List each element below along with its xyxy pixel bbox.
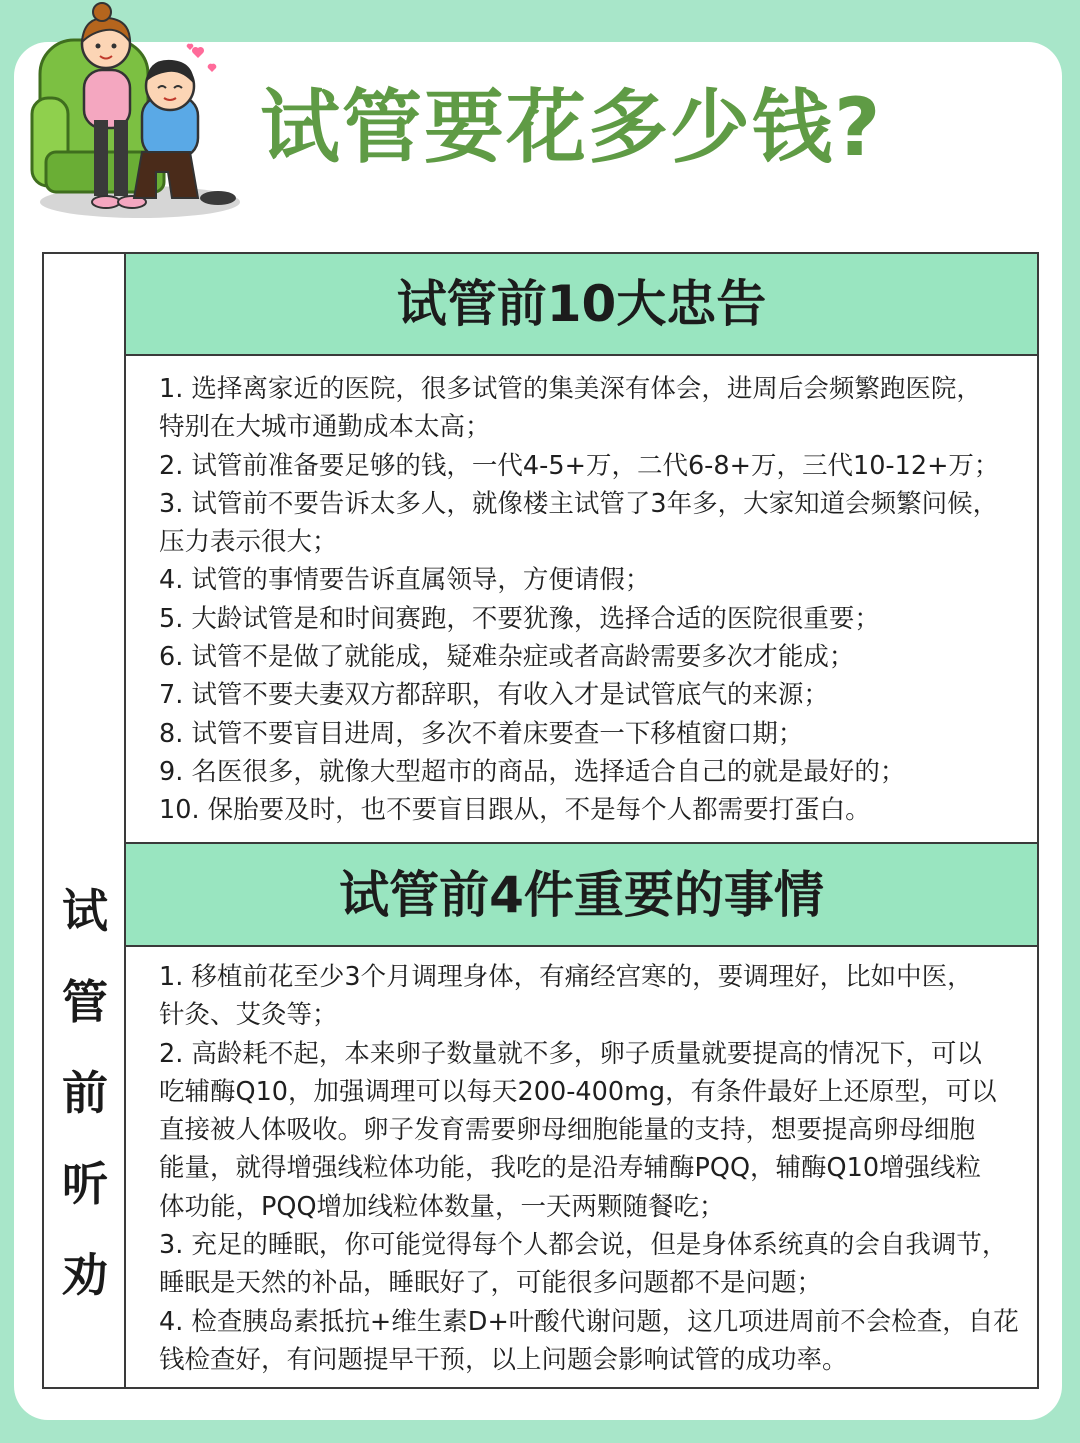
list-item: 压力表示很大； xyxy=(159,527,338,558)
list-item: 4. 检查胰岛素抵抗+维生素D+叶酸代谢问题，这几项进周前不会检查，自花 xyxy=(159,1306,1019,1337)
list-item: 3. 试管前不要告诉太多人，就像楼主试管了3年多，大家知道会频繁问候， xyxy=(159,488,999,519)
advice-list xyxy=(159,370,1019,830)
couple-illustration xyxy=(22,2,247,224)
side-column xyxy=(44,254,126,1387)
list-item: 直接被人体吸收。卵子发育需要卵母细胞能量的支持，想要提高卵母细胞 xyxy=(159,1115,976,1146)
side-label xyxy=(44,866,126,1321)
list-item: 吃辅酶Q10，加强调理可以每天200-400mg，有条件最好上还原型，可以 xyxy=(159,1076,997,1107)
list-item: 能量，就得增强线粒体功能，我吃的是沿寿辅酶PQQ，辅酶Q10增强线粒 xyxy=(159,1153,982,1184)
important-things-list xyxy=(159,958,1019,1379)
side-char: 劝 xyxy=(62,1248,108,1302)
list-item: 6. 试管不是做了就能成，疑难杂症或者高龄需要多次才能成； xyxy=(159,642,855,673)
side-char: 前 xyxy=(62,1066,108,1120)
list-item: 1. 移植前花至少3个月调理身体，有痛经宫寒的，要调理好，比如中医， xyxy=(159,962,973,992)
list-item: 1. 选择离家近的医院，很多试管的集美深有体会，进周后会频繁跑医院， xyxy=(159,374,982,404)
side-char: 试 xyxy=(62,884,108,938)
list-item: 9. 名医很多，就像大型超市的商品，选择适合自己的就是最好的； xyxy=(159,756,906,787)
list-item: 特别在大城市通勤成本太高； xyxy=(159,412,491,443)
section-heading-4-things: 试管前4件重要的事情 xyxy=(126,842,1037,947)
side-char: 听 xyxy=(62,1157,108,1211)
list-item: 8. 试管不要盲目进周，多次不着床要查一下移植窗口期； xyxy=(159,718,804,749)
list-item: 10. 保胎要及时，也不要盲目跟从，不是每个人都需要打蛋白。 xyxy=(159,795,871,826)
list-item: 5. 大龄试管是和时间赛跑，不要犹豫，选择合适的医院很重要； xyxy=(159,603,880,634)
list-item: 2. 试管前准备要足够的钱，一代4-5+万，二代6-8+万，三代10-12+万； xyxy=(159,450,1000,481)
list-item: 3. 充足的睡眠，你可能觉得每个人都会说，但是身体系统真的会自我调节， xyxy=(159,1230,1008,1261)
main-column xyxy=(126,254,1037,1387)
page-title: 试管要花多少钱? xyxy=(260,81,883,174)
list-item: 4. 试管的事情要告诉直属领导，方便请假； xyxy=(159,565,651,596)
advice-table xyxy=(42,252,1039,1389)
list-item: 7. 试管不要夫妻双方都辞职，有收入才是试管底气的来源； xyxy=(159,680,829,711)
list-item: 针灸、艾灸等； xyxy=(159,1000,338,1031)
side-char: 管 xyxy=(62,975,108,1029)
list-item: 2. 高龄耗不起，本来卵子数量就不多，卵子质量就要提高的情况下，可以 xyxy=(159,1038,982,1069)
list-item: 钱检查好，有问题提早干预，以上问题会影响试管的成功率。 xyxy=(159,1344,848,1375)
list-item: 睡眠是天然的补品，睡眠好了，可能很多问题都不是问题； xyxy=(159,1268,823,1299)
list-item: 体功能，PQQ增加线粒体数量，一天两颗随餐吃； xyxy=(159,1191,725,1222)
section-heading-10-advice: 试管前10大忠告 xyxy=(126,254,1037,356)
